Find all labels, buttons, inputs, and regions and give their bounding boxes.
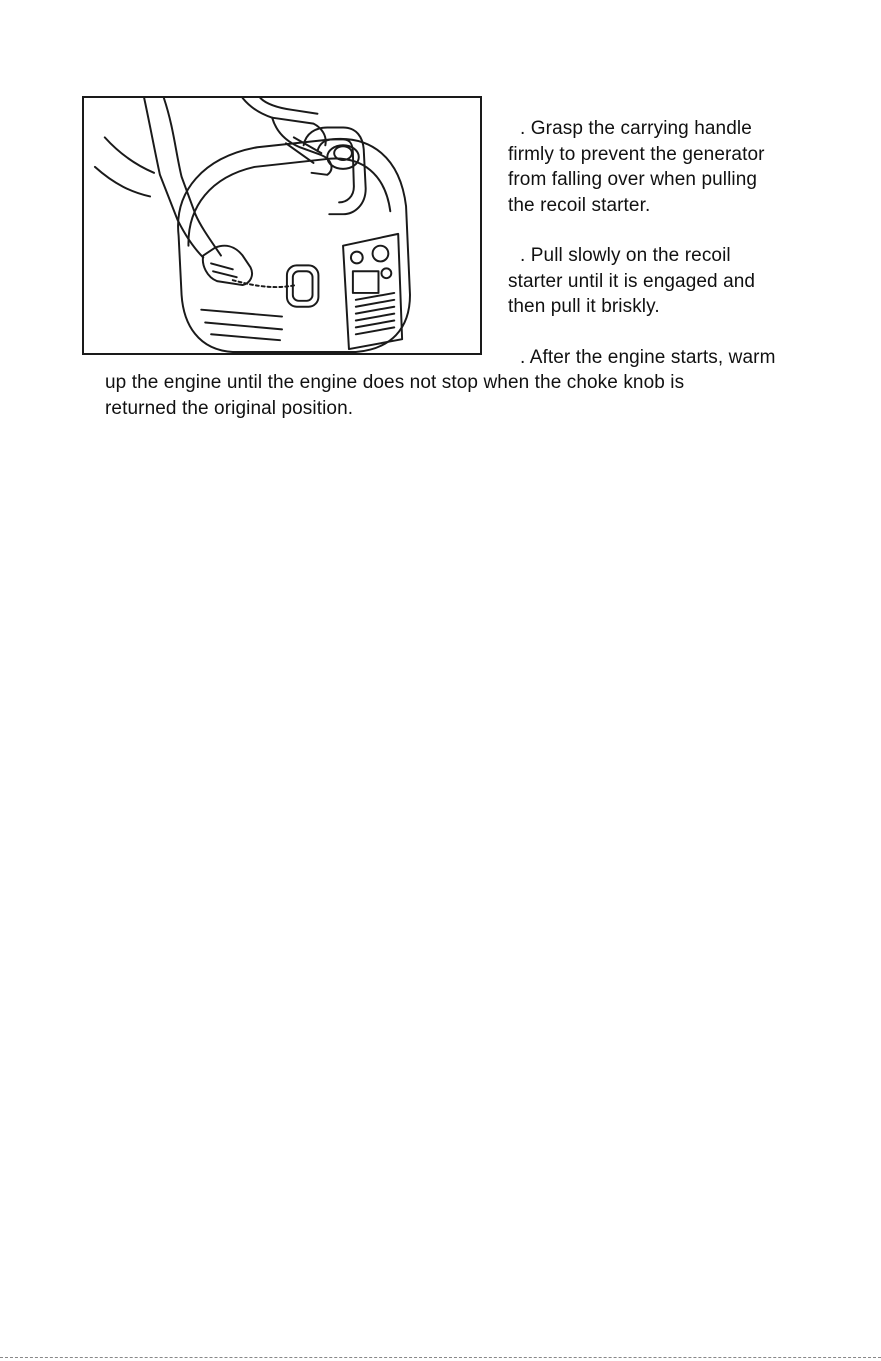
instruction-step-2 xyxy=(508,243,838,320)
generator-illustration-frame xyxy=(82,96,482,355)
instruction-step-3-body xyxy=(105,370,845,421)
step-1-line-3: from falling over when pulling xyxy=(508,169,758,190)
step-2-line-1: . Pull slowly on the recoil xyxy=(520,245,731,266)
step-3-line-3: returned the original position. xyxy=(105,397,354,419)
generator-recoil-start-illustration-icon xyxy=(84,98,480,353)
step-2-line-3: then pull it briskly. xyxy=(508,296,660,317)
step-1-line-4: the recoil starter. xyxy=(508,194,651,216)
page-bottom-divider xyxy=(0,1357,881,1358)
step-1-line-2: firmly to prevent the generator xyxy=(508,143,765,165)
instruction-step-1 xyxy=(508,116,838,218)
instruction-step-3-lead xyxy=(508,345,838,371)
step-2-line-2: starter until it is engaged and xyxy=(508,270,756,292)
step-3-line-2: up the engine until the engine does not stop when the choke knob is xyxy=(105,372,685,393)
step-3-line-1: . After the engine starts, warm xyxy=(520,347,776,368)
step-1-line-1: . Grasp the carrying handle xyxy=(520,118,752,139)
